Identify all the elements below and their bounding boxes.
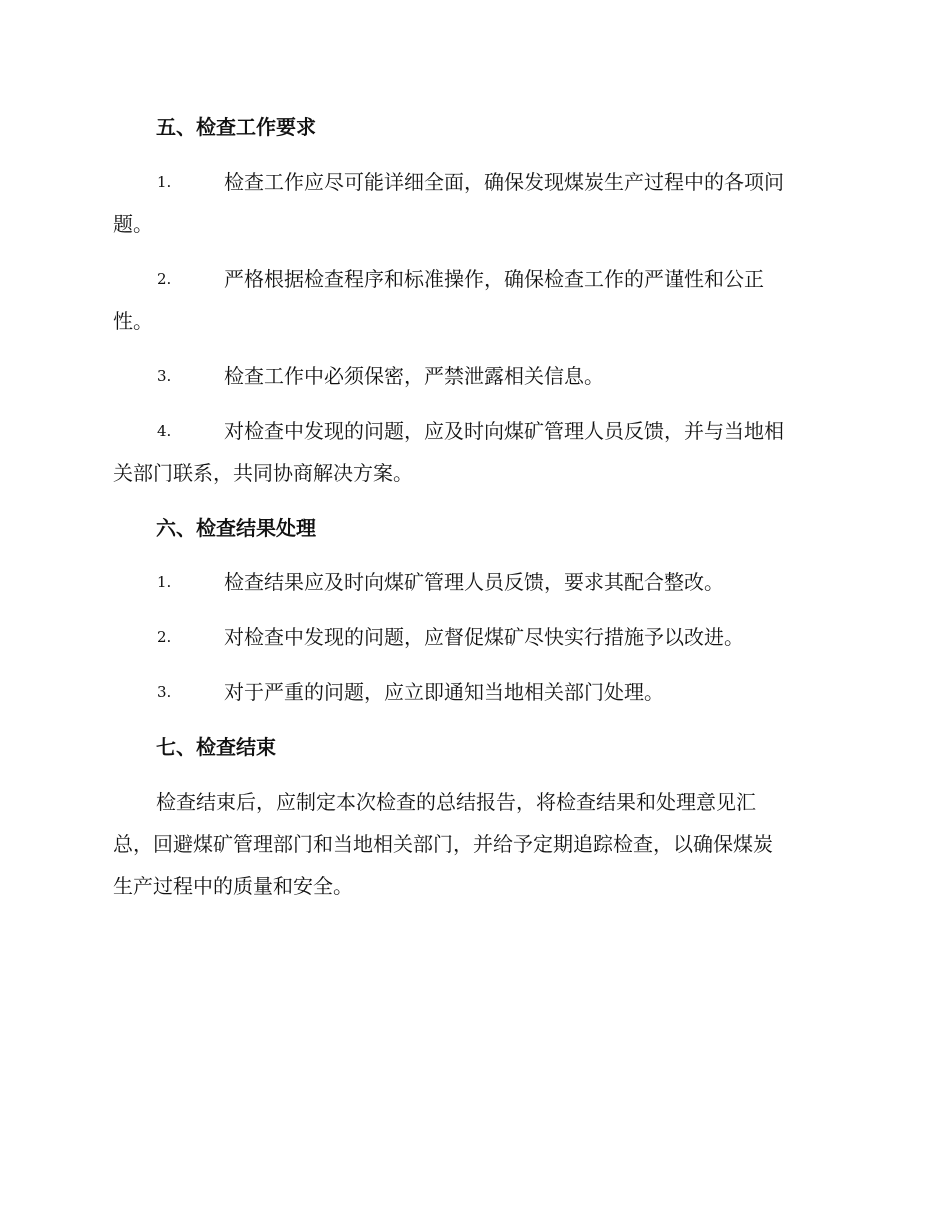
list-item-number: 2.: [157, 628, 172, 646]
section-heading-6: 六、检查结果处理: [156, 516, 316, 540]
list-item-number: 1.: [157, 173, 172, 191]
section-heading-7: 七、检查结束: [156, 735, 276, 759]
list-item: [113, 410, 837, 494]
list-item: [113, 355, 837, 397]
list-item-text: 对检查中发现的问题，应及时向煤矿管理人员反馈，并与当地相: [224, 419, 784, 443]
list-item: [113, 616, 837, 658]
list-item-number: 2.: [157, 270, 172, 288]
list-item-number: 3.: [157, 367, 172, 385]
paragraph-line: 生产过程中的质量和安全。: [113, 874, 353, 898]
section-heading-5: 五、检查工作要求: [156, 115, 316, 139]
list-item: [113, 258, 837, 342]
list-item-number: 1.: [157, 573, 172, 591]
list-item-continuation: 性。: [113, 309, 153, 333]
list-item: [113, 161, 837, 245]
list-item-number: 3.: [157, 683, 172, 701]
paragraph-line: 检查结束后，应制定本次检查的总结报告，将检查结果和处理意见汇: [156, 790, 756, 814]
list-item-text: 检查结果应及时向煤矿管理人员反馈，要求其配合整改。: [224, 570, 724, 594]
list-item-text: 对于严重的问题，应立即通知当地相关部门处理。: [224, 680, 664, 704]
closing-paragraph: [113, 781, 837, 907]
list-item-text: 严格根据检查程序和标准操作，确保检查工作的严谨性和公正: [224, 267, 764, 291]
list-item-continuation: 题。: [113, 212, 153, 236]
list-item-continuation: 关部门联系，共同协商解决方案。: [113, 461, 413, 485]
list-item: [113, 671, 837, 713]
list-item: [113, 561, 837, 603]
list-item-text: 检查工作应尽可能详细全面，确保发现煤炭生产过程中的各项问: [224, 170, 784, 194]
list-item-text: 检查工作中必须保密，严禁泄露相关信息。: [224, 364, 604, 388]
list-item-number: 4.: [157, 422, 172, 440]
paragraph-line: 总，回避煤矿管理部门和当地相关部门，并给予定期追踪检查，以确保煤炭: [113, 832, 773, 856]
list-item-text: 对检查中发现的问题，应督促煤矿尽快实行措施予以改进。: [224, 625, 744, 649]
